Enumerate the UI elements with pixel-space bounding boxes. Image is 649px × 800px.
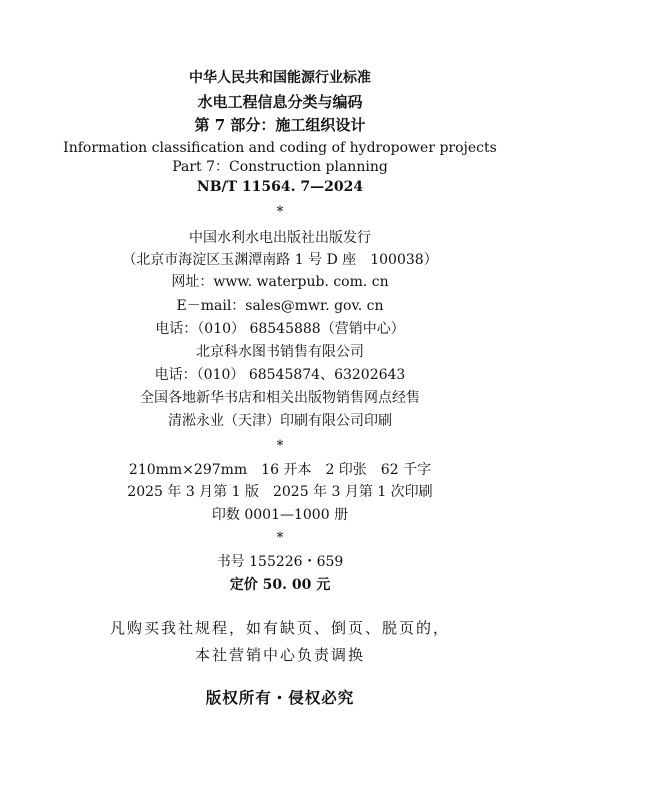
standard-category: 中华人民共和国能源行业标准 xyxy=(189,70,371,86)
title-chinese: 水电工程信息分类与编码 xyxy=(197,93,363,111)
distributor-name: 北京科水图书销售有限公司 xyxy=(196,344,364,360)
separator-asterisk: * xyxy=(276,530,284,546)
publisher-name: 中国水利水电出版社出版发行 xyxy=(189,230,371,246)
book-format: 210mm×297mm 16 开本 2 印张 62 千字 xyxy=(128,462,432,478)
publisher-website: 网址：www. waterpub. com. cn xyxy=(171,274,389,290)
standard-number: NB/T 11564. 7—2024 xyxy=(196,179,364,195)
part-title-chinese: 第 7 部分：施工组织设计 xyxy=(194,116,366,134)
defect-notice-line1: 凡购买我社规程，如有缺页、倒页、脱页的， xyxy=(109,619,450,637)
publisher-email: E－mail：sales@mwr. gov. cn xyxy=(176,298,384,314)
separator-asterisk: * xyxy=(276,204,284,220)
title-english: Information classification and coding of hydropower projects xyxy=(63,140,497,156)
separator-asterisk: * xyxy=(276,438,284,454)
printer-name: 清淞永业（天津）印刷有限公司印刷 xyxy=(168,413,392,429)
distribution-outlets: 全国各地新华书店和相关出版物销售网点经售 xyxy=(140,390,420,406)
copyright-notice: 版权所有・侵权必究 xyxy=(205,688,355,707)
publisher-phone: 电话：（010） 68545888（营销中心） xyxy=(155,321,405,337)
part-title-english: Part 7：Construction planning xyxy=(172,159,388,175)
print-run: 印数 0001—1000 册 xyxy=(211,507,349,523)
publisher-address: （北京市海淀区玉渊潭南路 1 号 D 座 100038） xyxy=(122,252,438,268)
defect-notice-line2: 本社营销中心负责调换 xyxy=(194,646,365,664)
edition-info: 2025 年 3 月第 1 版 2025 年 3 月第 1 次印刷 xyxy=(127,484,433,500)
book-number: 书号 155226・659 xyxy=(216,554,344,570)
price: 定价 50. 00 元 xyxy=(229,577,331,593)
distributor-phone: 电话：（010） 68545874、63202643 xyxy=(154,367,406,383)
